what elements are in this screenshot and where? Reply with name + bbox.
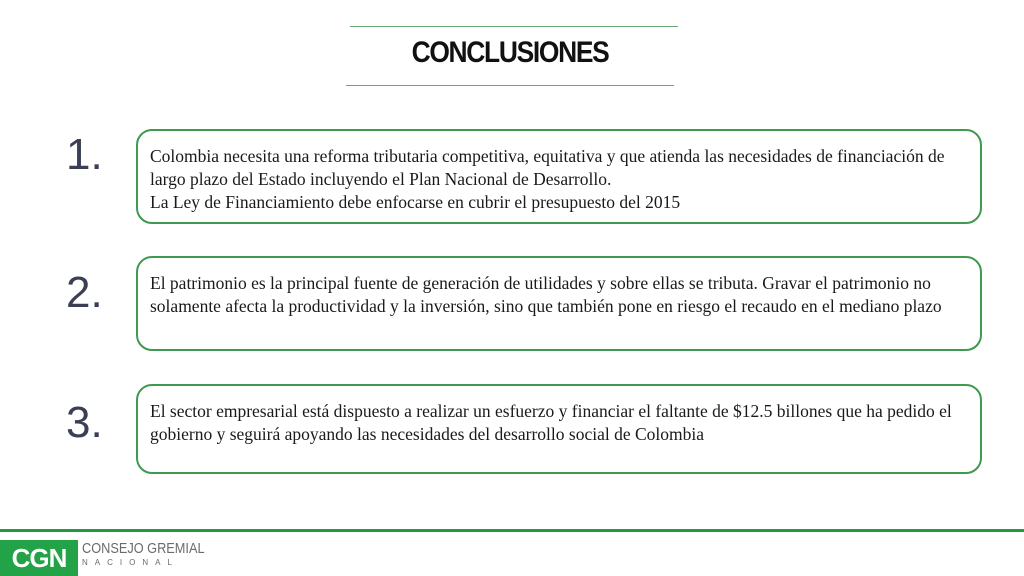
conclusion-text-1b: La Ley de Financiamiento debe enfocarse en cubrir el presupuesto del 2015 xyxy=(150,192,681,212)
logo-name: CONSEJO GREMIAL xyxy=(82,540,205,557)
logo-mark: CGN xyxy=(0,540,78,576)
conclusion-text-2: El patrimonio es la principal fuente de generación de utilidades y sobre ellas se tributa. Gravar el patrimonio no solamente afecta la productividad y la inversión, sino que también pone en riesgo el recaudo en el mediano plazo xyxy=(150,273,942,316)
item-number-3: 3. xyxy=(66,398,103,447)
conclusion-box-1 xyxy=(136,129,982,224)
title-top-rule xyxy=(350,26,678,27)
item-number-2: 2. xyxy=(66,268,103,317)
conclusion-text-1a: Colombia necesita una reforma tributaria competitiva, equitativa y que atienda las necesidades de financiación de largo plazo del Estado incluyendo el Plan Nacional de Desarrollo. xyxy=(150,146,945,189)
footer-rule xyxy=(0,529,1024,532)
conclusion-box-3 xyxy=(136,384,982,474)
cgn-logo xyxy=(0,536,210,576)
conclusion-box-2 xyxy=(136,256,982,351)
item-number-1: 1. xyxy=(66,130,103,179)
page-title: CONCLUSIONES xyxy=(411,36,609,69)
title-bottom-rule xyxy=(346,85,674,86)
conclusion-text-3: El sector empresarial está dispuesto a realizar un esfuerzo y financiar el faltante de $12.5 billones que ha pedido el gobierno y seguirá apoyando las necesidades del desarrollo social de Colombia xyxy=(150,401,952,444)
logo-subtitle: NACIONAL xyxy=(82,558,179,567)
